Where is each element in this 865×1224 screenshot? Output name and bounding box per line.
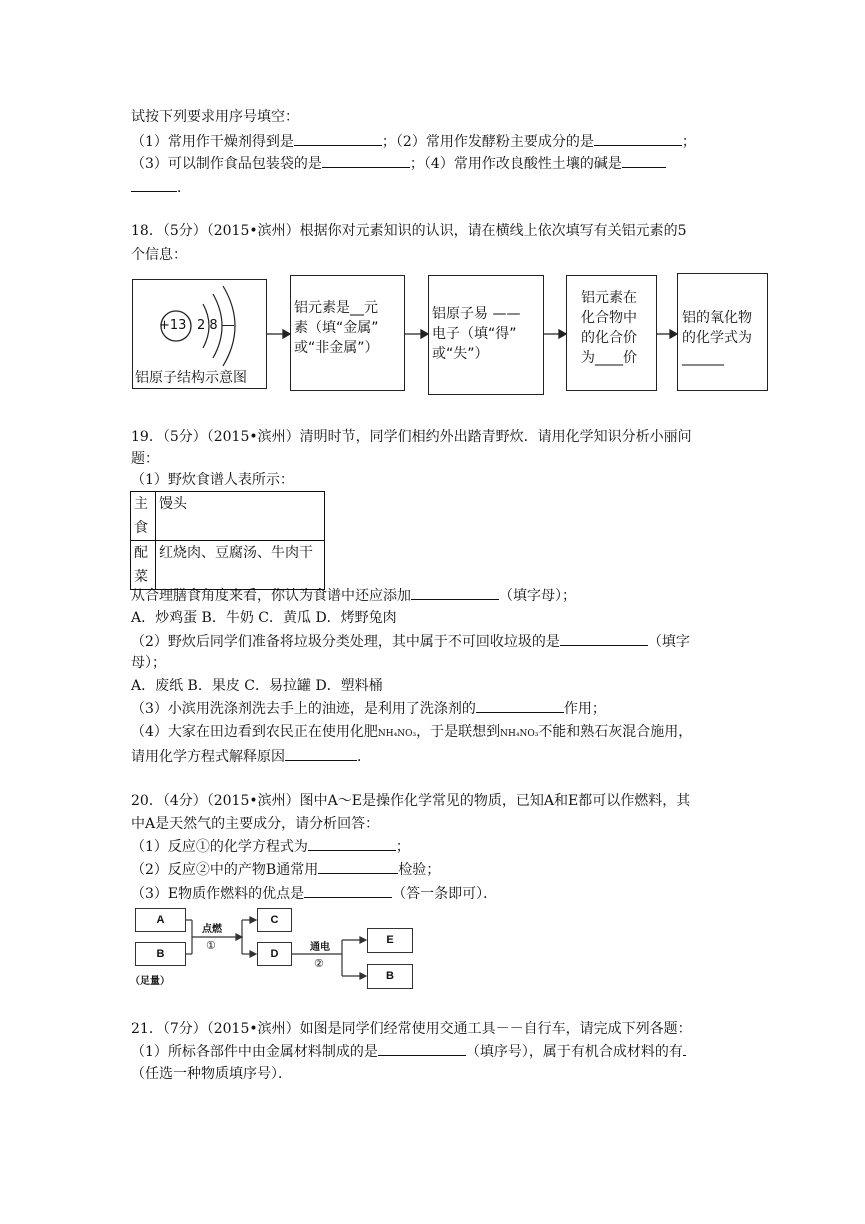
- q20-text: ；: [395, 839, 410, 855]
- q19-text: ．: [357, 749, 371, 765]
- answer-blank[interactable]: [683, 1041, 686, 1056]
- box-line: 电子（填“得”: [432, 326, 517, 342]
- chem-formula: NH₄NO₃: [377, 729, 417, 739]
- q17-text-3: ；: [681, 134, 696, 150]
- q21-text: （1）所标各部件中由金属材料制成的是: [131, 1044, 378, 1060]
- element-type-box: [290, 275, 405, 391]
- q17-text-1: （1）常用作干燥剂得到是: [131, 134, 294, 150]
- q19-heading-cont: 题：: [131, 451, 159, 467]
- q19-text: 从合理膳食角度来看，你认为食谱中还应添加: [131, 588, 411, 604]
- q18-heading: 18．（5分）（2015•滨州）根据你对元素知识的认识，请在横线上依次填写有关铝元素的5: [131, 223, 687, 239]
- answer-blank[interactable]: [322, 153, 410, 168]
- box-line: 铝元素是__元: [294, 300, 378, 316]
- q19-part2-cont: 母）；: [131, 655, 166, 671]
- box-line: 或“非金属”）: [294, 340, 379, 356]
- answer-blank[interactable]: [476, 698, 564, 713]
- substance-e-box: E: [367, 928, 413, 953]
- q19-options-1: A．炒鸡蛋 B．牛奶 C．黄瓜 D．烤野兔肉: [131, 610, 397, 626]
- q17-intro: 试按下列要求用序号填空：: [131, 109, 299, 125]
- box-line: 素（填“金属”: [294, 320, 379, 336]
- table-row: [131, 492, 325, 541]
- atom-nucleus: +13: [159, 318, 187, 333]
- q19-part4: [131, 722, 692, 744]
- atom-caption: 铝原子结构示意图: [135, 370, 247, 386]
- q17-line2: [131, 153, 666, 174]
- reaction-flow-diagram: [130, 906, 420, 996]
- substance-c-box: C: [257, 908, 292, 932]
- table-cell-key: 配 菜: [131, 541, 156, 590]
- answer-blank[interactable]: [622, 153, 666, 168]
- q20-text: （2）反应②中的产物B通常用: [131, 862, 319, 878]
- q20-heading: 20．（4分）（2015•滨州）图中A～E是操作化学常见的物质，已知A和E都可以作燃料，其: [131, 793, 691, 809]
- q20-text: 检验；: [398, 862, 441, 878]
- substance-d-box: D: [257, 942, 292, 966]
- q19-part2: [131, 631, 690, 652]
- table-cell-key: 主 食: [131, 492, 156, 541]
- q17-text-4: （3）可以制作食品包装袋的是: [131, 156, 322, 172]
- box-line: 铝的氧化物: [682, 310, 752, 326]
- table-row: [131, 541, 325, 590]
- q19-text: 作用；: [563, 701, 606, 717]
- answer-blank[interactable]: [378, 1041, 466, 1056]
- answer-blank[interactable]: [560, 631, 648, 646]
- q20-part1: [131, 836, 410, 857]
- answer-blank[interactable]: [294, 131, 382, 146]
- answer-blank[interactable]: [304, 883, 392, 898]
- q21-text: （填序号），属于有机合成材料的有: [465, 1044, 683, 1060]
- answer-blank[interactable]: [308, 836, 396, 851]
- q19-text: （3）小滨用洗涤剂洗去手上的油迹，是利用了洗涤剂的: [131, 701, 476, 717]
- q21-part1: [131, 1041, 686, 1062]
- q19-text: （4）大家在田边看到农民正在使用化肥: [131, 724, 378, 740]
- box-line: ______: [682, 350, 724, 366]
- table-cell-value: 馒头: [156, 492, 325, 541]
- answer-blank[interactable]: [285, 746, 357, 761]
- q19-options-2: A．废纸 B．果皮 C．易拉罐 D．塑料桶: [131, 678, 383, 694]
- q21-heading: 21．（7分）（2015•滨州）如图是同学们经常使用交通工具－－自行车，请完成下列各题：: [131, 1021, 692, 1037]
- valence-box: [566, 275, 657, 391]
- q20-part2: [131, 859, 440, 880]
- q19-part4-cont: [131, 746, 371, 767]
- condition-electrolysis: 通电: [310, 942, 330, 953]
- box-line: 的化学式为: [682, 330, 752, 346]
- answer-blank[interactable]: [594, 131, 682, 146]
- substance-b-product-box: B: [367, 964, 413, 989]
- oxide-formula-box: [677, 273, 768, 391]
- electron-box: [428, 275, 544, 395]
- q19-part1: （1）野炊食谱人表所示：: [131, 472, 294, 488]
- q19-diet: [131, 585, 576, 606]
- box-line: 铝元素在: [581, 290, 637, 306]
- q20-text: （答一条即可）．: [392, 886, 498, 902]
- q19-text: （2）野炊后同学们准备将垃圾分类处理，其中属于不可回收垃圾的是: [131, 634, 560, 650]
- box-line: 或“失”）: [432, 346, 489, 362]
- q17-text-5: ；（4）常用作改良酸性土壤的碱是: [409, 156, 622, 172]
- q17-line1: [131, 131, 696, 152]
- substance-a-box: A: [135, 908, 186, 932]
- q20-heading-cont: 中A是天然气的主要成分，请分析回答：: [131, 816, 380, 832]
- q19-text: 请用化学方程式解释原因: [131, 749, 285, 765]
- q17-text-2: ；（2）常用作发酵粉主要成分的是: [381, 134, 594, 150]
- q17-end: ．: [177, 180, 191, 196]
- answer-blank[interactable]: [131, 177, 177, 192]
- q21-part1-cont: （任选一种物质填序号）．: [131, 1066, 292, 1082]
- q18-heading-cont: 个信息：: [131, 247, 187, 263]
- reaction-number-2: ②: [314, 957, 324, 970]
- q19-text: ，于是联想到: [416, 724, 501, 740]
- q19-text: （填字: [647, 634, 690, 650]
- box-line: 铝原子易 ——: [432, 306, 521, 322]
- condition-ignite: 点燃: [202, 924, 222, 935]
- answer-blank[interactable]: [318, 859, 398, 874]
- q20-text: （3）E物质作燃料的优点是: [131, 886, 305, 902]
- menu-table: [130, 491, 325, 590]
- q17-line3: [131, 177, 191, 198]
- box-line: 的化合价: [581, 330, 637, 346]
- q19-text: 不能和熟石灰混合施用，: [538, 724, 693, 740]
- answer-blank[interactable]: [411, 585, 499, 600]
- chem-formula: NH₄NO₃: [500, 729, 539, 739]
- box-line: 化合物中: [581, 310, 637, 326]
- q19-part3: [131, 698, 606, 719]
- reaction-number-1: ①: [206, 939, 216, 952]
- atom-shells: 2 8 —: [197, 318, 235, 333]
- q19-heading: 19．（5分）（2015•滨州）清明时节，同学们相约外出踏青野炊．请用化学知识分析小丽问: [131, 429, 692, 445]
- q20-text: （1）反应①的化学方程式为: [131, 839, 308, 855]
- excess-note: （足量）: [130, 976, 170, 987]
- box-line: 为____价: [581, 350, 637, 366]
- table-cell-value: 红烧肉、豆腐汤、牛肉干: [156, 541, 325, 590]
- q19-text: （填字母）；: [499, 588, 576, 604]
- substance-b-box: B: [135, 942, 186, 966]
- q20-part3: [131, 883, 497, 904]
